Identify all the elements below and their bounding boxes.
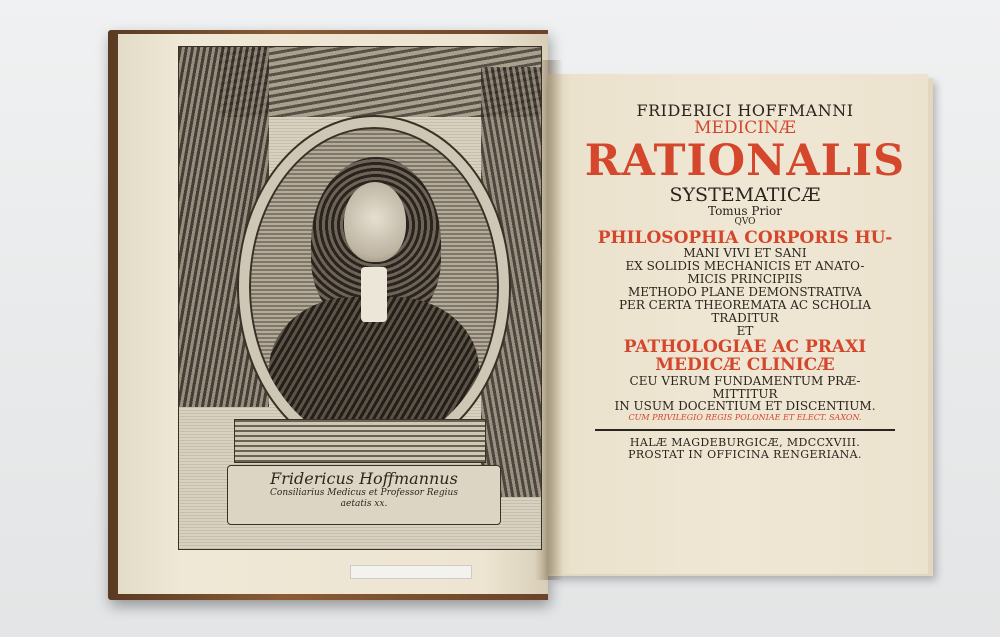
- micis-line: MICIS PRINCIPIIS: [687, 272, 803, 287]
- solidis-line: EX SOLIDIS MECHANICIS ET ANATO-: [625, 259, 865, 274]
- frontispiece-engraving: [178, 46, 542, 550]
- pathologiae-line: PATHOLOGIAE AC PRAXI: [623, 336, 867, 357]
- author-line: FRIDERICI HOFFMANNI: [636, 101, 854, 120]
- tomus-line: Tomus Prior: [708, 204, 782, 219]
- portrait-face: [344, 182, 406, 262]
- pedestal: [234, 419, 486, 463]
- systematicae-line: SYSTEMATICÆ: [669, 183, 821, 206]
- portrait-plaque: [227, 465, 501, 525]
- rationalis-line: RATIONALIS: [584, 135, 906, 186]
- title-rule: [595, 429, 895, 431]
- methodo-line: METHODO PLANE DEMONSTRATIVA: [628, 285, 862, 300]
- portrait-cravat: [361, 267, 387, 322]
- philosophia-line: PHILOSOPHIA CORPORIS HU-: [597, 227, 893, 248]
- ceu-line: CEU VERUM FUNDAMENTUM PRÆ-: [629, 373, 861, 388]
- imprint-printer: PROSTAT IN OFFICINA RENGERIANA.: [628, 447, 862, 461]
- title-page-text: [572, 102, 918, 461]
- et-line: ET: [736, 323, 754, 338]
- portrait-oval: [239, 117, 509, 457]
- medicinae-line: MEDICINÆ: [694, 118, 796, 139]
- quo-line: QVO: [734, 217, 756, 228]
- plaque-age: aetatis xx.: [340, 498, 388, 509]
- traditur-line: TRADITUR: [711, 310, 779, 325]
- mittitur-line: MITTITUR: [712, 386, 778, 401]
- imprint-place: HALÆ MAGDEBURGICÆ, MDCCXVIII.: [629, 436, 861, 450]
- medicae-line: MEDICÆ CLINICÆ: [655, 355, 835, 376]
- mani-line: MANI VIVI ET SANI: [683, 246, 807, 261]
- plaque-name: Fridericus Hoffmannus: [270, 469, 458, 488]
- per-line: PER CERTA THEOREMATA AC SCHOLIA: [618, 297, 871, 312]
- paper-strip: [350, 565, 472, 579]
- privilegio-line: CUM PRIVILEGIO REGIS POLONIAE ET ELECT. SAXON.: [628, 413, 862, 423]
- usum-line: IN USUM DOCENTIUM ET DISCENTIUM.: [614, 399, 876, 414]
- plaque-title: Consiliarius Medicus et Professor Regius: [270, 488, 458, 499]
